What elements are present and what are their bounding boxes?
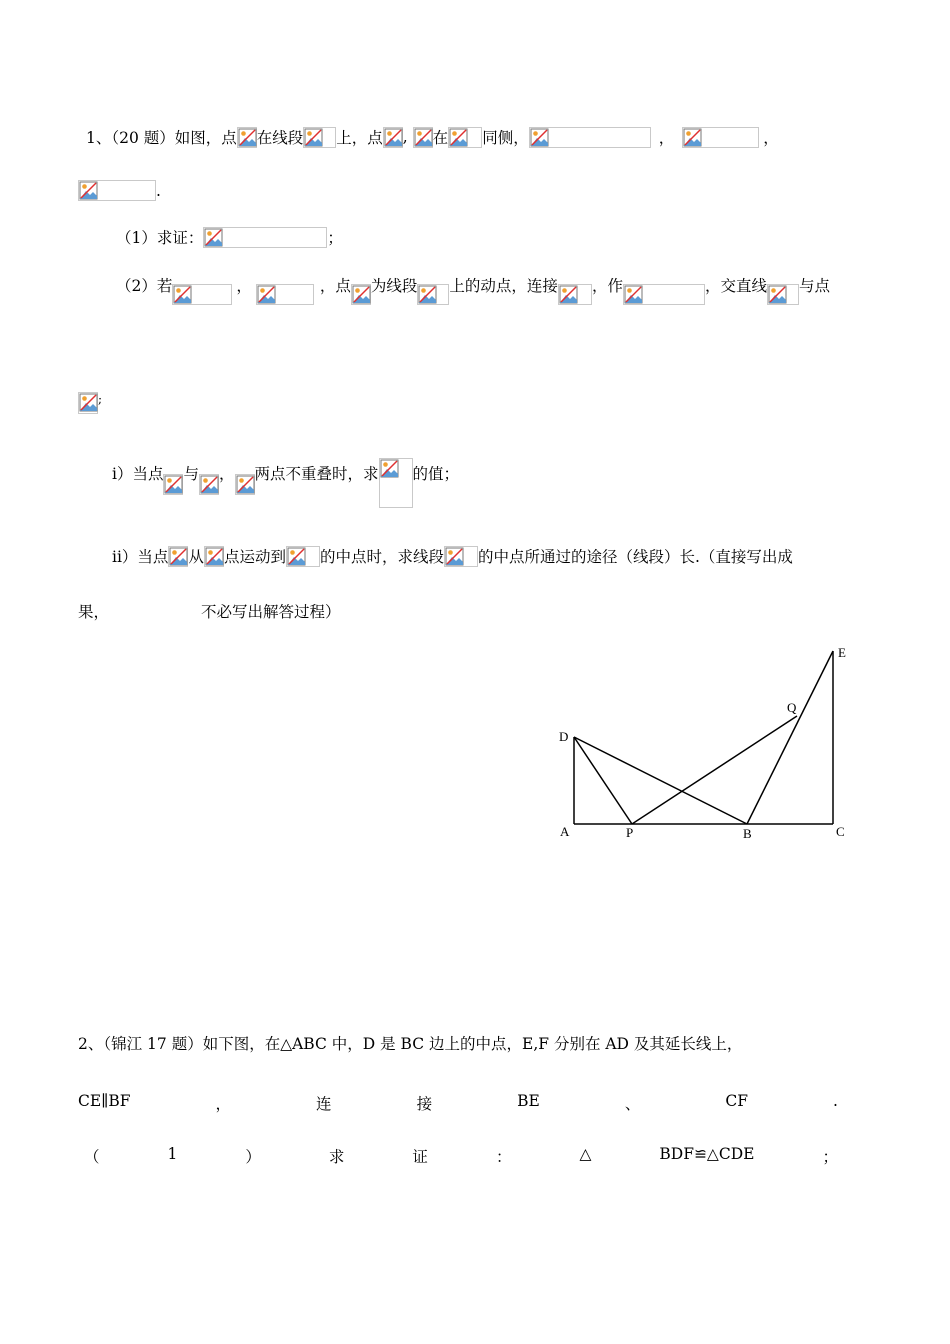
- broken-image-icon: [682, 127, 759, 148]
- q1-part1-label: （1）求证：: [116, 229, 204, 247]
- label-A: A: [560, 824, 570, 839]
- q2-l3-8: ；: [822, 1148, 838, 1166]
- broken-image-icon: [286, 546, 320, 567]
- q2-l3-7: BDF≌△CDE: [659, 1145, 755, 1163]
- segment-DP: [574, 737, 632, 824]
- broken-image-icon: [256, 284, 314, 305]
- q1-comma2: ，: [658, 129, 675, 147]
- q2-line-1: [78, 1032, 742, 1054]
- broken-image-icon: [235, 474, 255, 495]
- q1-semicolon: ；: [327, 229, 343, 247]
- q2-l2-5: 、: [624, 1095, 641, 1113]
- q1-comma1: ,: [402, 128, 408, 146]
- q2-line-2: [78, 1092, 838, 1114]
- q2-l3-5: ：: [495, 1148, 512, 1166]
- broken-image-icon: [168, 546, 188, 567]
- q2-l2-3: 接: [416, 1095, 433, 1113]
- broken-image-icon: [448, 127, 482, 148]
- q1-ii-no-process: 不必写出解答过程）: [201, 603, 341, 621]
- q2-l3-3: 求: [328, 1148, 345, 1166]
- label-B: B: [743, 826, 752, 841]
- q2-l2-7: .: [833, 1092, 838, 1110]
- q1-ii-when: ii）当点: [112, 548, 169, 566]
- q1-same-side: 同侧，: [482, 129, 529, 147]
- label-D: D: [559, 729, 569, 744]
- q1-ii-from: 从: [188, 548, 204, 566]
- broken-image-icon: [203, 227, 327, 248]
- q1-part2-make: ，作: [591, 277, 623, 295]
- broken-image-icon: [172, 284, 232, 305]
- label-Q: Q: [787, 700, 797, 715]
- q1-part1: [116, 226, 343, 248]
- segment-BE: [747, 651, 833, 824]
- q1-i-when: i）当点: [112, 465, 164, 483]
- q1-part2-intersect: ，交直线: [704, 277, 767, 295]
- q2-l3-6: △: [579, 1145, 592, 1163]
- q2-l2-2: 连: [316, 1095, 332, 1113]
- q2-l3-4: 证: [412, 1148, 428, 1166]
- q1-at: 在: [432, 129, 449, 147]
- q2-line-3: [84, 1145, 838, 1167]
- q1-ii-mid: 的中点时，求线段: [319, 548, 444, 566]
- q1-part2-with: 与点: [798, 277, 830, 295]
- q1-i-value: 的值；: [412, 465, 460, 483]
- q1-i-no-overlap: 两点不重叠时，求: [254, 465, 379, 483]
- label-C: C: [836, 824, 845, 839]
- q2-l3-1: 1: [167, 1145, 178, 1163]
- broken-image-icon: [303, 127, 336, 148]
- q1-part2: [116, 274, 830, 305]
- broken-image-icon: [558, 284, 592, 305]
- broken-image-icon: [383, 127, 403, 148]
- q1-part2-c2: ，点: [319, 277, 351, 295]
- broken-image-icon: [204, 546, 224, 567]
- broken-image-icon: [163, 474, 183, 495]
- q1-part-ii-cont: [78, 600, 341, 622]
- label-P: P: [626, 825, 634, 840]
- q1-head: 1、（20 题）如图，点: [86, 129, 237, 147]
- geometry-figure: [540, 640, 870, 850]
- q1-part2-c1: ，: [236, 277, 252, 295]
- broken-image-icon: [379, 458, 413, 508]
- broken-image-icon: [767, 284, 799, 305]
- broken-image-icon: [417, 284, 449, 305]
- q2-l3-2: ）: [245, 1148, 261, 1166]
- q1-period: .: [156, 181, 161, 200]
- q1-line-2: [78, 180, 161, 201]
- q1-on-seg: 在线段: [256, 129, 304, 147]
- broken-image-icon: [78, 392, 98, 414]
- segment-DB: [574, 737, 747, 824]
- broken-image-icon: [444, 546, 478, 567]
- q1-ii-move-to: 点运动到: [223, 548, 286, 566]
- broken-image-icon: [237, 127, 257, 148]
- broken-image-icon: [78, 180, 156, 201]
- q1-line-1: [86, 126, 779, 148]
- q1-part2-moving: 为线段: [370, 277, 418, 295]
- broken-image-icon: [529, 127, 651, 148]
- q1-ii-result: 果，: [78, 603, 110, 621]
- q1-part-i: [112, 462, 459, 508]
- q1-part2-if: （2）若: [116, 277, 173, 295]
- label-E: E: [838, 645, 846, 660]
- q2-l3-0: （: [84, 1148, 100, 1166]
- q2-l2-6: CF: [725, 1092, 748, 1110]
- q1-ii-path: 的中点所通过的途径（线段）长.（直接写出成: [477, 548, 793, 566]
- q2-l2-1: ，: [215, 1095, 232, 1113]
- broken-image-icon: [199, 474, 219, 495]
- q1-upper: 上，点: [336, 129, 383, 147]
- q2-text-1: 2、（锦江 17 题）如下图，在△ABC 中，D 是 BC 边上的中点，E,F 分别在 AD 及其延长线上，: [78, 1035, 743, 1053]
- q2-l2-0: CE∥BF: [78, 1092, 131, 1110]
- broken-image-icon: [413, 127, 433, 148]
- q1-part2-upper-moving: 上的动点，连接: [449, 277, 558, 295]
- q1-semi2: ;: [98, 392, 103, 406]
- broken-image-icon: [623, 284, 705, 305]
- q1-part-ii: [112, 545, 793, 567]
- q1-i-comma: ，: [218, 465, 235, 483]
- q1-comma3: ，: [763, 129, 779, 147]
- broken-image-icon: [351, 284, 371, 305]
- q1-point-line: [78, 392, 102, 414]
- q2-l2-4: BE: [517, 1092, 540, 1110]
- q1-i-and: 与: [183, 465, 199, 483]
